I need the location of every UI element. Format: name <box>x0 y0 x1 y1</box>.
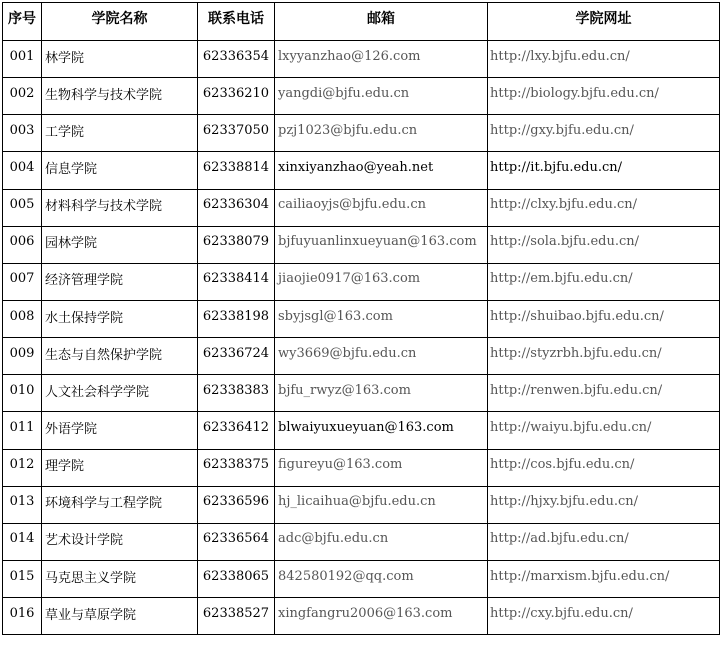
website-link[interactable]: http://cxy.bjfu.edu.cn/ <box>488 598 720 635</box>
table-row <box>3 375 720 412</box>
table-row <box>3 560 720 597</box>
phone-number: 62338383 <box>198 375 275 412</box>
phone-number: 62337050 <box>198 115 275 152</box>
college-name: 外语学院 <box>42 412 198 449</box>
table-row <box>3 523 720 560</box>
email-link[interactable]: pzj1023@bjfu.edu.cn <box>275 115 488 152</box>
email-link[interactable]: yangdi@bjfu.edu.cn <box>275 78 488 115</box>
row-no: 001 <box>3 41 42 78</box>
college-name: 工学院 <box>42 115 198 152</box>
website-link[interactable]: http://ad.bjfu.edu.cn/ <box>488 523 720 560</box>
email-link[interactable]: bjfu_rwyz@163.com <box>275 375 488 412</box>
website-link[interactable]: http://biology.bjfu.edu.cn/ <box>488 78 720 115</box>
email-link[interactable]: xingfangru2006@163.com <box>275 598 488 635</box>
phone-number: 62338079 <box>198 226 275 263</box>
table-row <box>3 486 720 523</box>
email-link[interactable]: lxyyanzhao@126.com <box>275 41 488 78</box>
college-name: 环境科学与工程学院 <box>42 486 198 523</box>
header-url: 学院网址 <box>488 3 720 41</box>
website-link[interactable]: http://sola.bjfu.edu.cn/ <box>488 226 720 263</box>
website-link[interactable]: http://gxy.bjfu.edu.cn/ <box>488 115 720 152</box>
college-name: 园林学院 <box>42 226 198 263</box>
email-link[interactable]: blwaiyuxueyuan@163.com <box>275 412 488 449</box>
email-link[interactable]: sbyjsgl@163.com <box>275 300 488 337</box>
row-no: 004 <box>3 152 42 189</box>
row-no: 014 <box>3 523 42 560</box>
row-no: 013 <box>3 486 42 523</box>
website-link[interactable]: http://em.bjfu.edu.cn/ <box>488 263 720 300</box>
header-name: 学院名称 <box>42 3 198 41</box>
college-name: 人文社会科学学院 <box>42 375 198 412</box>
college-name: 信息学院 <box>42 152 198 189</box>
phone-number: 62338065 <box>198 560 275 597</box>
header-row <box>3 3 720 41</box>
website-link[interactable]: http://waiyu.bjfu.edu.cn/ <box>488 412 720 449</box>
website-link[interactable]: http://marxism.bjfu.edu.cn/ <box>488 560 720 597</box>
row-no: 012 <box>3 449 42 486</box>
email-link[interactable]: 842580192@qq.com <box>275 560 488 597</box>
table-row <box>3 78 720 115</box>
website-link[interactable]: http://cos.bjfu.edu.cn/ <box>488 449 720 486</box>
email-link[interactable]: hj_licaihua@bjfu.edu.cn <box>275 486 488 523</box>
phone-number: 62336564 <box>198 523 275 560</box>
table-row <box>3 263 720 300</box>
row-no: 002 <box>3 78 42 115</box>
email-link[interactable]: adc@bjfu.edu.cn <box>275 523 488 560</box>
header-email: 邮箱 <box>275 3 488 41</box>
email-link[interactable]: bjfuyuanlinxueyuan@163.com <box>275 226 488 263</box>
phone-number: 62338527 <box>198 598 275 635</box>
table-row <box>3 449 720 486</box>
email-link[interactable]: cailiaoyjs@bjfu.edu.cn <box>275 189 488 226</box>
phone-number: 62338198 <box>198 300 275 337</box>
email-link[interactable]: xinxiyanzhao@yeah.net <box>275 152 488 189</box>
website-link[interactable]: http://styzrbh.bjfu.edu.cn/ <box>488 338 720 375</box>
college-contact-table <box>2 2 720 635</box>
website-link[interactable]: http://it.bjfu.edu.cn/ <box>488 152 720 189</box>
row-no: 009 <box>3 338 42 375</box>
email-link[interactable]: jiaojie0917@163.com <box>275 263 488 300</box>
email-link[interactable]: wy3669@bjfu.edu.cn <box>275 338 488 375</box>
row-no: 005 <box>3 189 42 226</box>
row-no: 011 <box>3 412 42 449</box>
college-name: 草业与草原学院 <box>42 598 198 635</box>
row-no: 008 <box>3 300 42 337</box>
website-link[interactable]: http://renwen.bjfu.edu.cn/ <box>488 375 720 412</box>
phone-number: 62338814 <box>198 152 275 189</box>
row-no: 016 <box>3 598 42 635</box>
phone-number: 62336304 <box>198 189 275 226</box>
table-row <box>3 598 720 635</box>
table-row <box>3 226 720 263</box>
table-row <box>3 41 720 78</box>
table-row <box>3 189 720 226</box>
college-name: 经济管理学院 <box>42 263 198 300</box>
row-no: 010 <box>3 375 42 412</box>
college-name: 生物科学与技术学院 <box>42 78 198 115</box>
college-name: 马克思主义学院 <box>42 560 198 597</box>
college-name: 林学院 <box>42 41 198 78</box>
college-name: 艺术设计学院 <box>42 523 198 560</box>
college-name: 材料科学与技术学院 <box>42 189 198 226</box>
phone-number: 62338414 <box>198 263 275 300</box>
email-link[interactable]: figureyu@163.com <box>275 449 488 486</box>
college-name: 理学院 <box>42 449 198 486</box>
row-no: 007 <box>3 263 42 300</box>
table-row <box>3 338 720 375</box>
row-no: 015 <box>3 560 42 597</box>
phone-number: 62336354 <box>198 41 275 78</box>
table-row <box>3 300 720 337</box>
header-no: 序号 <box>3 3 42 41</box>
phone-number: 62336724 <box>198 338 275 375</box>
website-link[interactable]: http://shuibao.bjfu.edu.cn/ <box>488 300 720 337</box>
website-link[interactable]: http://clxy.bjfu.edu.cn/ <box>488 189 720 226</box>
table-row <box>3 412 720 449</box>
header-phone: 联系电话 <box>198 3 275 41</box>
college-name: 生态与自然保护学院 <box>42 338 198 375</box>
website-link[interactable]: http://hjxy.bjfu.edu.cn/ <box>488 486 720 523</box>
phone-number: 62338375 <box>198 449 275 486</box>
table-row <box>3 152 720 189</box>
phone-number: 62336596 <box>198 486 275 523</box>
row-no: 003 <box>3 115 42 152</box>
table-row <box>3 115 720 152</box>
row-no: 006 <box>3 226 42 263</box>
phone-number: 62336210 <box>198 78 275 115</box>
phone-number: 62336412 <box>198 412 275 449</box>
college-name: 水土保持学院 <box>42 300 198 337</box>
table-body <box>3 41 720 635</box>
website-link[interactable]: http://lxy.bjfu.edu.cn/ <box>488 41 720 78</box>
